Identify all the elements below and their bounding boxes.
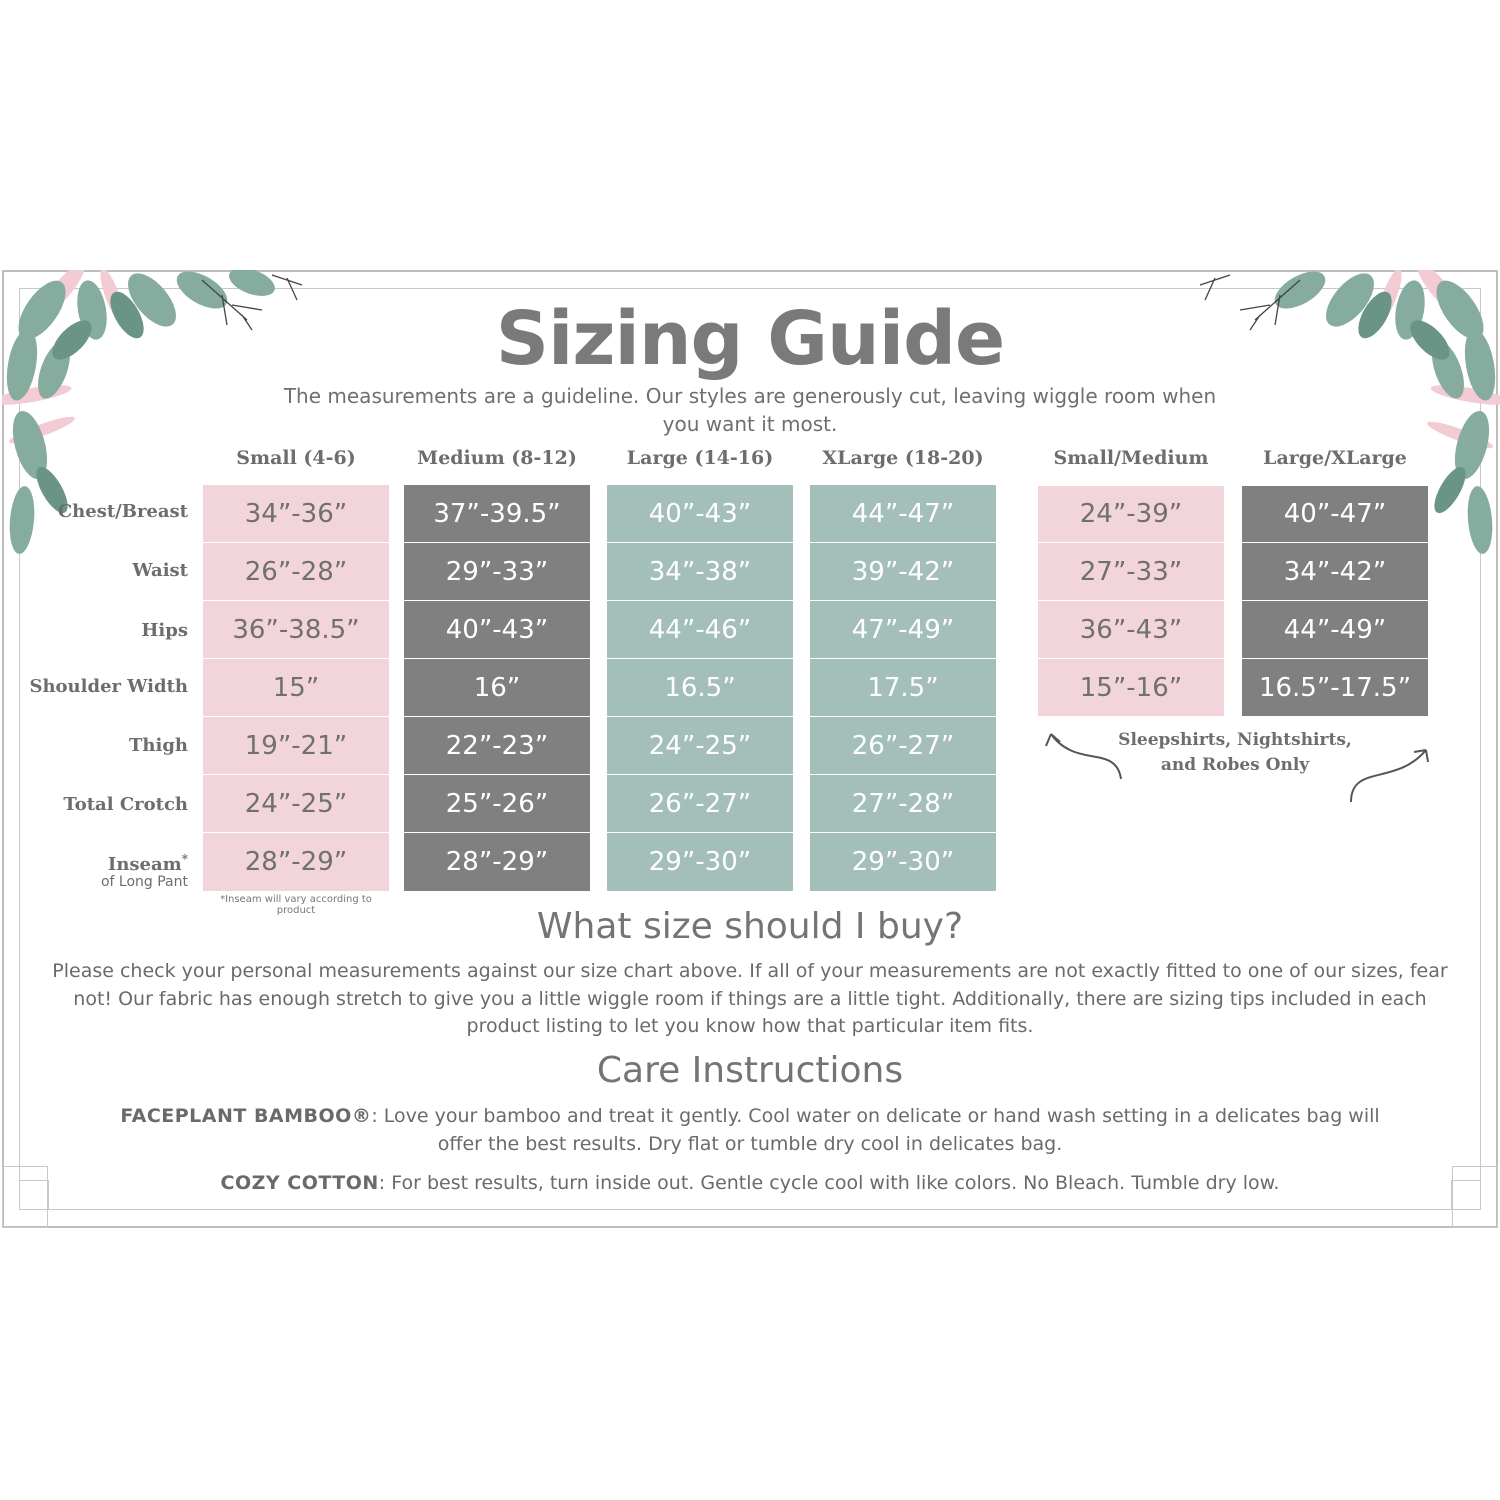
size-cell: 34”-42” <box>1242 543 1428 600</box>
size-cell: 24”-25” <box>203 775 389 832</box>
size-cell: 39”-42” <box>810 543 996 600</box>
row-sublabel-inseam: of Long Pant <box>100 874 188 890</box>
size-cell: 44”-47” <box>810 485 996 542</box>
size-cell: 16.5” <box>607 659 793 716</box>
size-cell: 25”-26” <box>404 775 590 832</box>
size-cell: 36”-38.5” <box>203 601 389 658</box>
size-cell: 24”-39” <box>1038 486 1224 542</box>
care-bamboo-text: : Love your bamboo and treat it gently. Cool water on delicate or hand wash setting in a delicates bag will offer the best results. Dry flat or tumble dry cool in delicates bag. <box>371 1105 1380 1155</box>
row-label-inseam <box>20 852 188 875</box>
side-table-note: Sleepshirts, Nightshirts, and Robes Only <box>1118 730 1352 775</box>
row-label-waist: Waist <box>132 560 188 581</box>
inseam-asterisk: * <box>181 852 188 866</box>
col-header-small-medium: Small/Medium <box>1053 447 1209 469</box>
size-cell: 34”-38” <box>607 543 793 600</box>
size-cell: 22”-23” <box>404 717 590 774</box>
what-size-heading: What size should I buy? <box>536 906 964 947</box>
size-cell: 40”-43” <box>607 485 793 542</box>
corner-square-bottom-left <box>19 1180 49 1210</box>
size-cell: 15”-16” <box>1038 659 1224 716</box>
page-title: Sizing Guide <box>495 296 1005 382</box>
care-cotton-lead: COZY COTTON <box>220 1172 379 1194</box>
care-cotton <box>110 1170 1390 1198</box>
size-cell: 37”-39.5” <box>404 485 590 542</box>
col-header-large-xlarge: Large/XLarge <box>1263 447 1407 469</box>
col-header-medium: Medium (8-12) <box>417 447 577 469</box>
col-header-xlarge: XLarge (18-20) <box>822 447 984 469</box>
size-cell: 44”-49” <box>1242 601 1428 658</box>
corner-square-bottom-right <box>1451 1180 1481 1210</box>
care-bamboo <box>110 1103 1390 1158</box>
size-cell: 16” <box>404 659 590 716</box>
subtitle: The measurements are a guideline. Our styles are generously cut, leaving wiggle room when you want it most. <box>283 384 1217 436</box>
care-bamboo-lead: FACEPLANT BAMBOO® <box>120 1105 372 1127</box>
row-label-thigh: Thigh <box>129 735 188 756</box>
size-cell: 40”-43” <box>404 601 590 658</box>
size-cell: 36”-43” <box>1038 601 1224 658</box>
size-cell: 47”-49” <box>810 601 996 658</box>
care-cotton-text: : For best results, turn inside out. Gentle cycle cool with like colors. No Bleach. Tumble dry low. <box>378 1172 1280 1194</box>
size-cell: 28”-29” <box>404 833 590 891</box>
size-cell: 34”-36” <box>203 485 389 542</box>
what-size-text: Please check your personal measurements against our size chart above. If all of your measurements are not exactly fitted to one of our sizes, fear not! Our fabric has enough stretch to give you a little wiggle room if things are a little tight. Additionally, there are sizing tips included in each product listing to let you know how that particular item fits. <box>52 960 1448 1037</box>
size-cell: 26”-28” <box>203 543 389 600</box>
size-cell: 17.5” <box>810 659 996 716</box>
size-cell: 40”-47” <box>1242 486 1428 542</box>
size-cell: 16.5”-17.5” <box>1242 659 1428 716</box>
row-label-hips: Hips <box>141 620 188 641</box>
col-header-small: Small (4-6) <box>236 447 356 469</box>
size-cell: 26”-27” <box>607 775 793 832</box>
size-cell: 24”-25” <box>607 717 793 774</box>
size-cell: 29”-30” <box>607 833 793 891</box>
inseam-label-text: Inseam <box>107 854 182 875</box>
size-cell: 44”-46” <box>607 601 793 658</box>
size-cell: 27”-33” <box>1038 543 1224 600</box>
col-header-large: Large (14-16) <box>626 447 774 469</box>
row-label-chest: Chest/Breast <box>57 501 188 522</box>
row-label-crotch: Total Crotch <box>63 794 188 815</box>
size-cell: 19”-21” <box>203 717 389 774</box>
size-cell: 29”-33” <box>404 543 590 600</box>
size-cell: 26”-27” <box>810 717 996 774</box>
size-cell: 28”-29” <box>203 833 389 891</box>
row-label-shoulder: Shoulder Width <box>29 676 188 697</box>
inseam-footnote: *Inseam will vary according to product <box>220 894 372 916</box>
size-cell: 27”-28” <box>810 775 996 832</box>
size-cell: 15” <box>203 659 389 716</box>
care-heading: Care Instructions <box>596 1050 904 1091</box>
size-cell: 29”-30” <box>810 833 996 891</box>
